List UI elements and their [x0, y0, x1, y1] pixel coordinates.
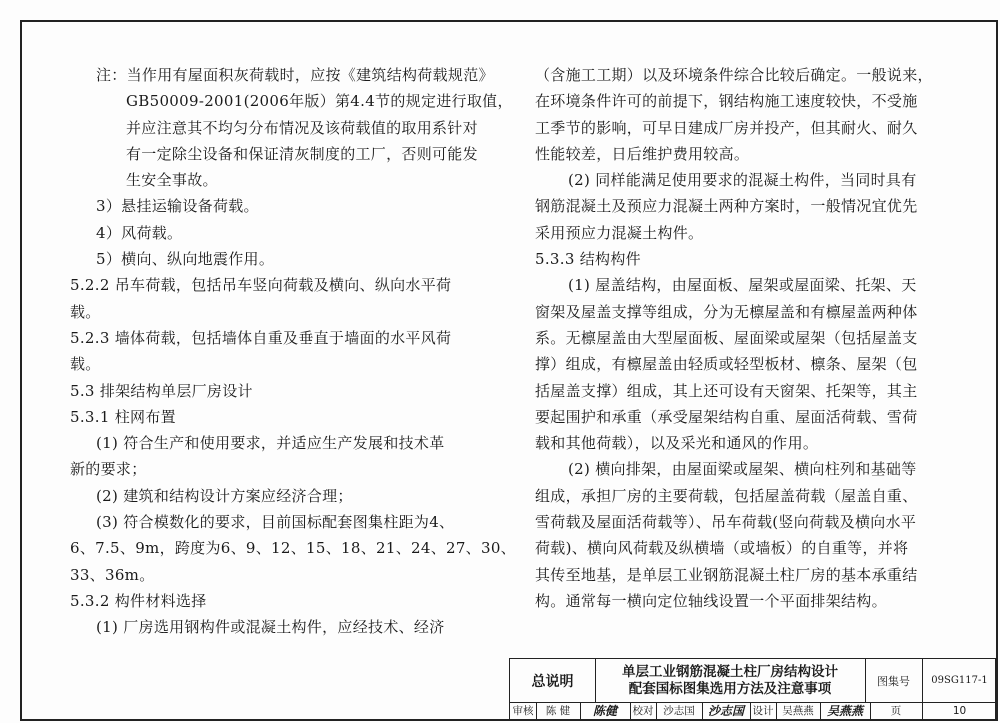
text-line: 注：当作用有屋面积灰荷载时，应按《建筑结构荷载规范》: [96, 66, 494, 84]
designer-name: 吴燕燕: [782, 705, 814, 717]
text-line: (1) 符合生产和使用要求，并适应生产发展和技术革: [96, 434, 445, 453]
reviewer-name: 陈 健: [545, 705, 571, 717]
text-line: (2) 建筑和结构设计方案应经济合理；: [96, 486, 353, 505]
text-line: 系。无檩屋盖由大型屋面板、屋面梁或屋架（包括屋盖支: [535, 328, 918, 347]
title-block: [509, 658, 996, 720]
atlas-number: 09SG117-1: [931, 675, 988, 686]
review-label: 审核: [512, 705, 534, 717]
text-line: 有一定除尘设备和保证清灰制度的工厂，否则可能发: [126, 144, 478, 163]
text-line: 5）横向、纵向地震作用。: [96, 250, 275, 269]
text-line: 荷载)、横向风荷载及纵横墙（或墙板）的自重等，并将: [535, 539, 909, 558]
text-line: 撑）组成，有檩屋盖由轻质或轻型板材、檩条、屋架（包: [535, 355, 918, 374]
design-label: 设计: [752, 705, 774, 717]
title-block-signature-row: [510, 702, 995, 719]
subsection-heading: 5.3.2 构件材料选择: [70, 591, 207, 610]
text-line: (2) 同样能满足使用要求的混凝土构件，当同时具有: [568, 171, 917, 190]
text-line: 并应注意其不均匀分布情况及该荷载值的取用系针对: [126, 118, 478, 137]
text-line: 3）悬挂运输设备荷载。: [96, 197, 259, 216]
check-label: 校对: [632, 705, 654, 717]
atlas-number-label: 图集号: [877, 674, 910, 688]
text-line: GB50009-2001(2006年版）第4.4节的规定进行取值，: [126, 92, 513, 111]
text-line: 括屋盖支撑）组成，其上还可设有天窗架、托架等，其主: [535, 381, 918, 400]
subsection-heading: 5.3.1 柱网布置: [70, 407, 176, 426]
text-line: 性能较差，日后维护费用较高。: [535, 144, 750, 163]
text-line: 生安全事故。: [126, 171, 218, 190]
text-line: (1) 厂房选用钢构件或混凝土构件，应经技术、经济: [96, 618, 445, 637]
text-line: 新的要求；: [70, 460, 147, 479]
reviewer-signature: 陈健: [592, 704, 617, 718]
text-line: 载和其他荷载），以及采光和通风的作用。: [535, 434, 819, 453]
title-block-header-row: [510, 659, 995, 703]
text-line: 6、7.5、9m，跨度为6、9、12、15、18、21、24、27、30、: [70, 539, 516, 558]
text-line: 33、36m。: [70, 565, 155, 584]
text-line: 构。通常每一横向定位轴线设置一个平面排架结构。: [535, 591, 887, 610]
text-line: （含施工工期）以及环境条件综合比较后确定。一般说来，: [535, 66, 933, 84]
text-line: 载。: [70, 302, 101, 321]
designer-signature: 吴燕燕: [826, 704, 863, 718]
left-text-column: [70, 62, 516, 641]
text-line: 工季节的影响，可早日建成厂房并投产，但其耐火、耐久: [535, 118, 918, 137]
drawing-title-line1: 单层工业钢筋混凝土柱厂房结构设计: [622, 663, 838, 680]
section-heading: 5.3 排架结构单层厂房设计: [70, 381, 253, 400]
text-line: 4）风荷载。: [96, 223, 183, 242]
text-line: 载。: [70, 355, 101, 374]
text-line: 5.2.2 吊车荷载，包括吊车竖向荷载及横向、纵向水平荷: [70, 276, 452, 295]
sheet-border-right: [996, 20, 998, 720]
right-text-column: [535, 62, 955, 614]
sheet-border-left: [20, 20, 22, 720]
checker-name: 沙志国: [663, 705, 695, 717]
checker-signature: 沙志国: [707, 704, 744, 718]
text-line: 在环境条件许可的前提下，钢结构施工速度较快，不受施: [535, 92, 918, 111]
drawing-title-line2: 配套国标图集选用方法及注意事项: [628, 680, 832, 697]
text-line: (3) 符合模数化的要求，目前国标配套图集柱距为4、: [96, 513, 455, 532]
text-line: 其传至地基，是单层工业钢筋混凝土柱厂房的基本承重结: [535, 565, 918, 584]
page-label: 页: [890, 705, 902, 717]
sheet-border-top: [20, 20, 998, 22]
text-line: 雪荷载及屋面活荷载等）、吊车荷载(竖向荷载及横向水平: [535, 513, 917, 532]
text-line: (2) 横向排架，由屋面梁或屋架、横向柱列和基础等: [568, 460, 917, 479]
subsection-heading: 5.3.3 结构构件: [535, 250, 641, 269]
text-line: 要起围护和承重（承受屋架结构自重、屋面活荷载、雪荷: [535, 407, 918, 426]
text-line: 采用预应力混凝土构件。: [535, 223, 704, 242]
text-line: 组成，承担厂房的主要荷载，包括屋盖荷载（屋盖自重、: [535, 486, 918, 505]
section-label: 总说明: [531, 673, 574, 690]
drawing-title: [595, 659, 865, 702]
text-line: 钢筋混凝土及预应力混凝土两种方案时，一般情况宜优先: [535, 197, 918, 216]
page-number: 10: [952, 704, 967, 717]
text-line: (1) 屋盖结构，由屋面板、屋架或屋面梁、托架、天: [568, 276, 917, 295]
text-line: 5.2.3 墙体荷载，包括墙体自重及垂直于墙面的水平风荷: [70, 328, 452, 347]
text-line: 窗架及屋盖支撑等组成，分为无檩屋盖和有檩屋盖两种体: [535, 302, 918, 321]
